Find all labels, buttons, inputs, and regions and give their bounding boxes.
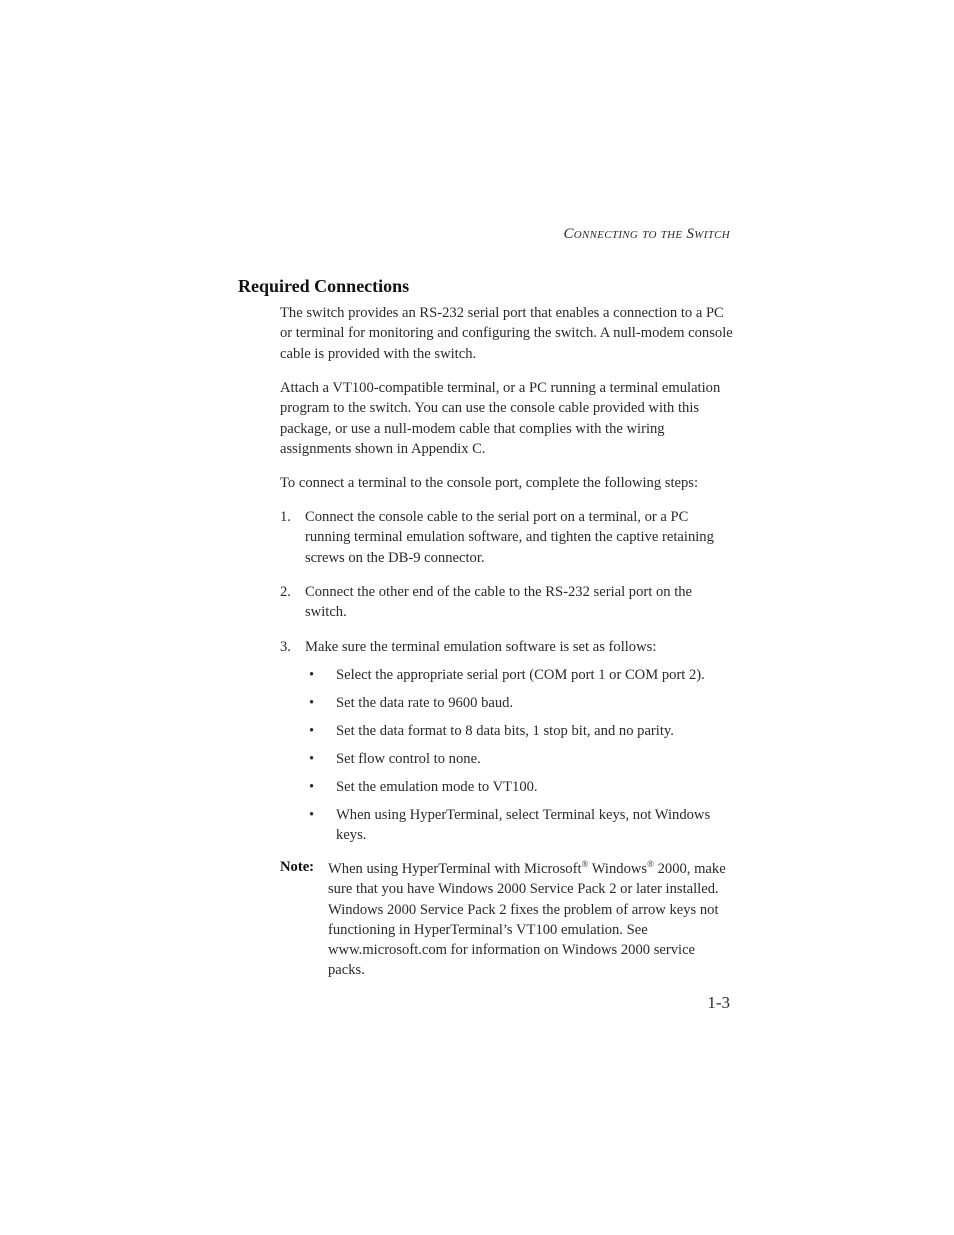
step-number: 1. <box>280 509 291 525</box>
bullet-text: Set flow control to none. <box>336 751 481 767</box>
registered-mark: ® <box>647 859 654 870</box>
bullet-text: Set the emulation mode to VT100. <box>336 779 538 795</box>
step-text: Make sure the terminal emulation software is set as follows: <box>305 639 657 655</box>
note-text-part: Windows <box>588 861 648 877</box>
step-number: 3. <box>280 639 291 655</box>
paragraph-text: To connect a terminal to the console port, complete the following steps: <box>280 475 699 491</box>
note-label: Note: <box>280 859 315 875</box>
step-number: 2. <box>280 584 291 600</box>
running-head: Connecting to the Switch <box>563 226 730 242</box>
paragraph-intro <box>280 303 734 364</box>
note-text <box>328 859 732 981</box>
bullet-text: Select the appropriate serial port (COM port 1 or COM port 2). <box>336 667 705 683</box>
section-title: Required Connections <box>238 276 410 296</box>
paragraph-text: The switch provides an RS-232 serial port that enables a connection to a PC or terminal for monitoring and configuring the switch. A null-modem console cable is provided with the switch. <box>280 305 733 362</box>
bullet-text: Set the data rate to 9600 baud. <box>336 695 514 711</box>
bullet-text: Set the data format to 8 data bits, 1 stop bit, and no parity. <box>336 723 674 739</box>
paragraph-text: Attach a VT100-compatible terminal, or a PC running a terminal emulation program to the switch. You can use the console cable provided with this package, or use a null-modem cable that complies with the wiring assignments shown in Appendix C. <box>280 380 721 457</box>
page-number: 1-3 <box>707 993 730 1012</box>
bullet-icon: • <box>309 751 315 767</box>
bullet-text: When using HyperTerminal, select Terminal keys, not Windows keys. <box>336 807 711 844</box>
step-text: Connect the other end of the cable to the RS-232 serial port on the switch. <box>305 584 693 621</box>
paragraph-attach <box>280 378 734 459</box>
paragraph-steps-intro <box>280 473 734 493</box>
bullet-icon: • <box>309 723 315 739</box>
note-text-part: When using HyperTerminal with Microsoft <box>328 861 582 877</box>
bullet-icon: • <box>309 779 315 795</box>
bullet-icon: • <box>309 695 315 711</box>
bullet-icon: • <box>309 667 315 683</box>
step-text: Connect the console cable to the serial port on a terminal, or a PC running terminal emulation software, and tighten the captive retaining screws on the DB-9 connector. <box>305 509 714 566</box>
bullet-icon: • <box>309 807 315 823</box>
registered-mark: ® <box>581 859 589 870</box>
note-text-part: 2000, make sure that you have Windows 2000 Service Pack 2 or later installed. Windows 2000 Service Pack 2 fixes the problem of arrow keys not functioning in HyperTerminal’s VT100 emulation. See www.microsoft.com for information on Windows 2000 service packs. <box>328 861 726 979</box>
